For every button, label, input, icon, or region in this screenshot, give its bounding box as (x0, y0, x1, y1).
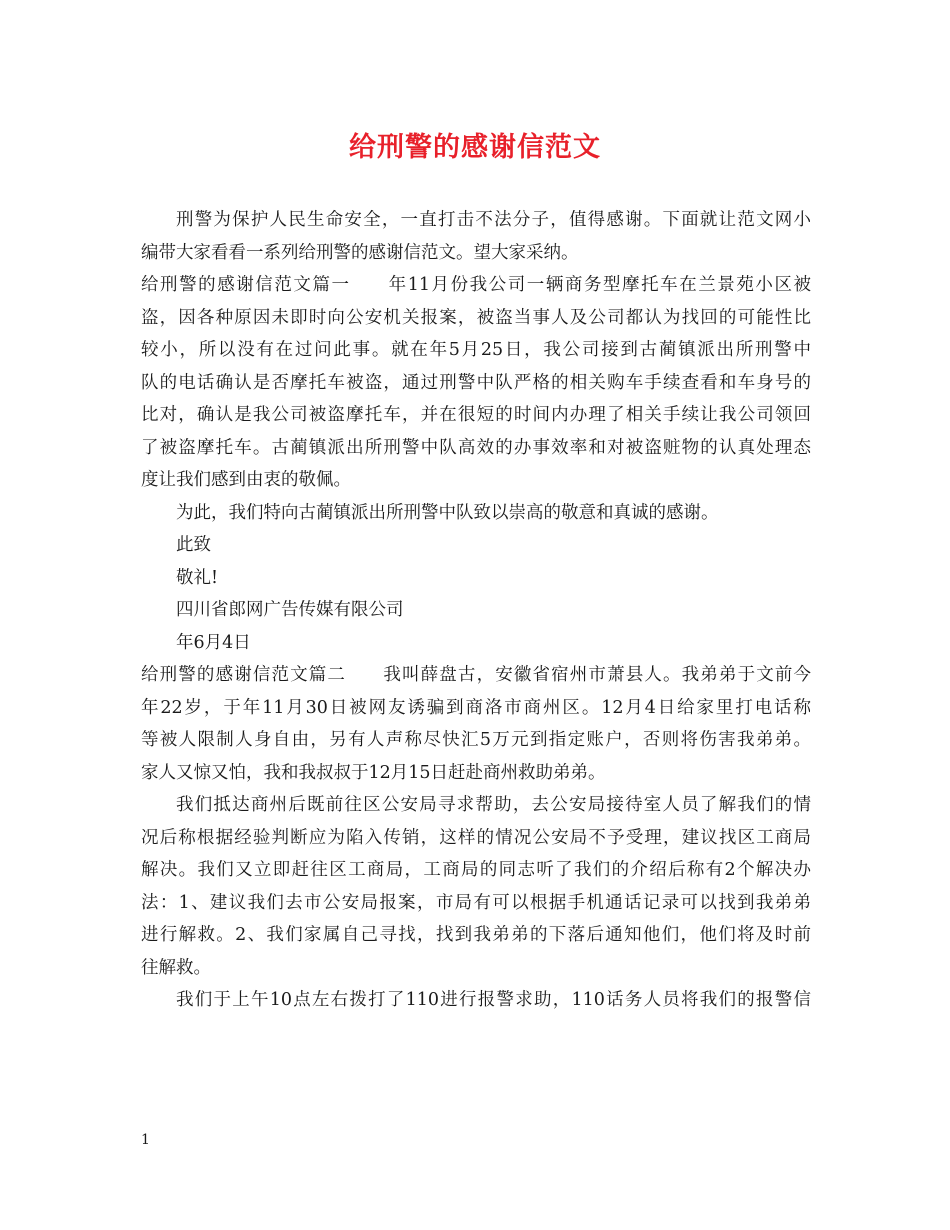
text-line: 往解救。 (141, 957, 211, 978)
text-line: 队的电话确认是否摩托车被盗，通过刑警中队严格的相关购车手续查看和车身号的 (141, 372, 811, 393)
salutation-line: 此致 (176, 535, 211, 555)
text-line: 我们抵达商州后既前往区公安局寻求帮助，去公安局接待室人员了解我们的情 (176, 795, 811, 815)
section-heading-line: 给刑警的感谢信范文篇二 我叫薛盘古，安徽省宿州市萧县人。我弟弟于文前今 (141, 665, 811, 685)
text-line: 较小，所以没有在过问此事。就在年5月25日，我公司接到古蔺镇派出所刑警中 (141, 340, 811, 360)
page-title: 给刑警的感谢信范文 (349, 132, 601, 163)
signature-line: 四川省郎网广告传媒有限公司 (176, 600, 404, 620)
text-line: 我们于上午10点左右拨打了110进行报警求助，110话务人员将我们的报警信 (176, 990, 811, 1010)
text-line: 进行解救。2、我们家属自己寻找，找到我弟弟的下落后通知他们，他们将及时前 (141, 925, 811, 945)
text-line: 等被人限制人身自由，另有人声称尽快汇5万元到指定账户，否则将伤害我弟弟。 (141, 730, 811, 750)
text-line: 为此，我们特向古蔺镇派出所刑警中队致以崇高的敬意和真诚的感谢。 (176, 502, 719, 523)
text-line: 比对，确认是我公司被盗摩托车，并在很短的时间内办理了相关手续让我公司领回 (141, 405, 811, 425)
page-number: 1 (141, 1132, 150, 1148)
text-line: 况后称根据经验判断应为陷入传销，这样的情况公安局不予受理，建议找区工商局 (141, 827, 811, 848)
text-line: 盗，因各种原因未即时向公安机关报案，被盗当事人及公司都认为找回的可能性比 (141, 307, 811, 328)
text-line: 年22岁，于年11月30日被网友诱骗到商洛市商州区。12月4日给家里打电话称 (141, 697, 811, 718)
text-line: 家人又惊又怕，我和我叔叔于12月15日赶赴商州救助弟弟。 (141, 762, 606, 783)
text-line: 编带大家看看一系列给刑警的感谢信范文。望大家采纳。 (141, 242, 579, 263)
text-line: 度让我们感到由衷的敬佩。 (141, 470, 351, 490)
section-heading-line: 给刑警的感谢信范文篇一 年11月份我公司一辆商务型摩托车在兰景苑小区被 (141, 275, 811, 295)
text-line: 刑警为保护人民生命安全，一直打击不法分子，值得感谢。下面就让范文网小 (176, 210, 811, 230)
text-line: 法：1、建议我们去市公安局报案，市局有可以根据手机通话记录可以找到我弟弟 (141, 892, 811, 913)
date-line: 年6月4日 (176, 632, 251, 653)
salutation-line: 敬礼! (176, 567, 219, 588)
text-line: 了被盗摩托车。古蔺镇派出所刑警中队高效的办事效率和对被盗赃物的认真处理态 (141, 437, 811, 458)
letter-body (141, 204, 811, 1017)
text-line: 解决。我们又立即赶往区工商局，工商局的同志听了我们的介绍后称有2个解决办 (141, 860, 811, 880)
